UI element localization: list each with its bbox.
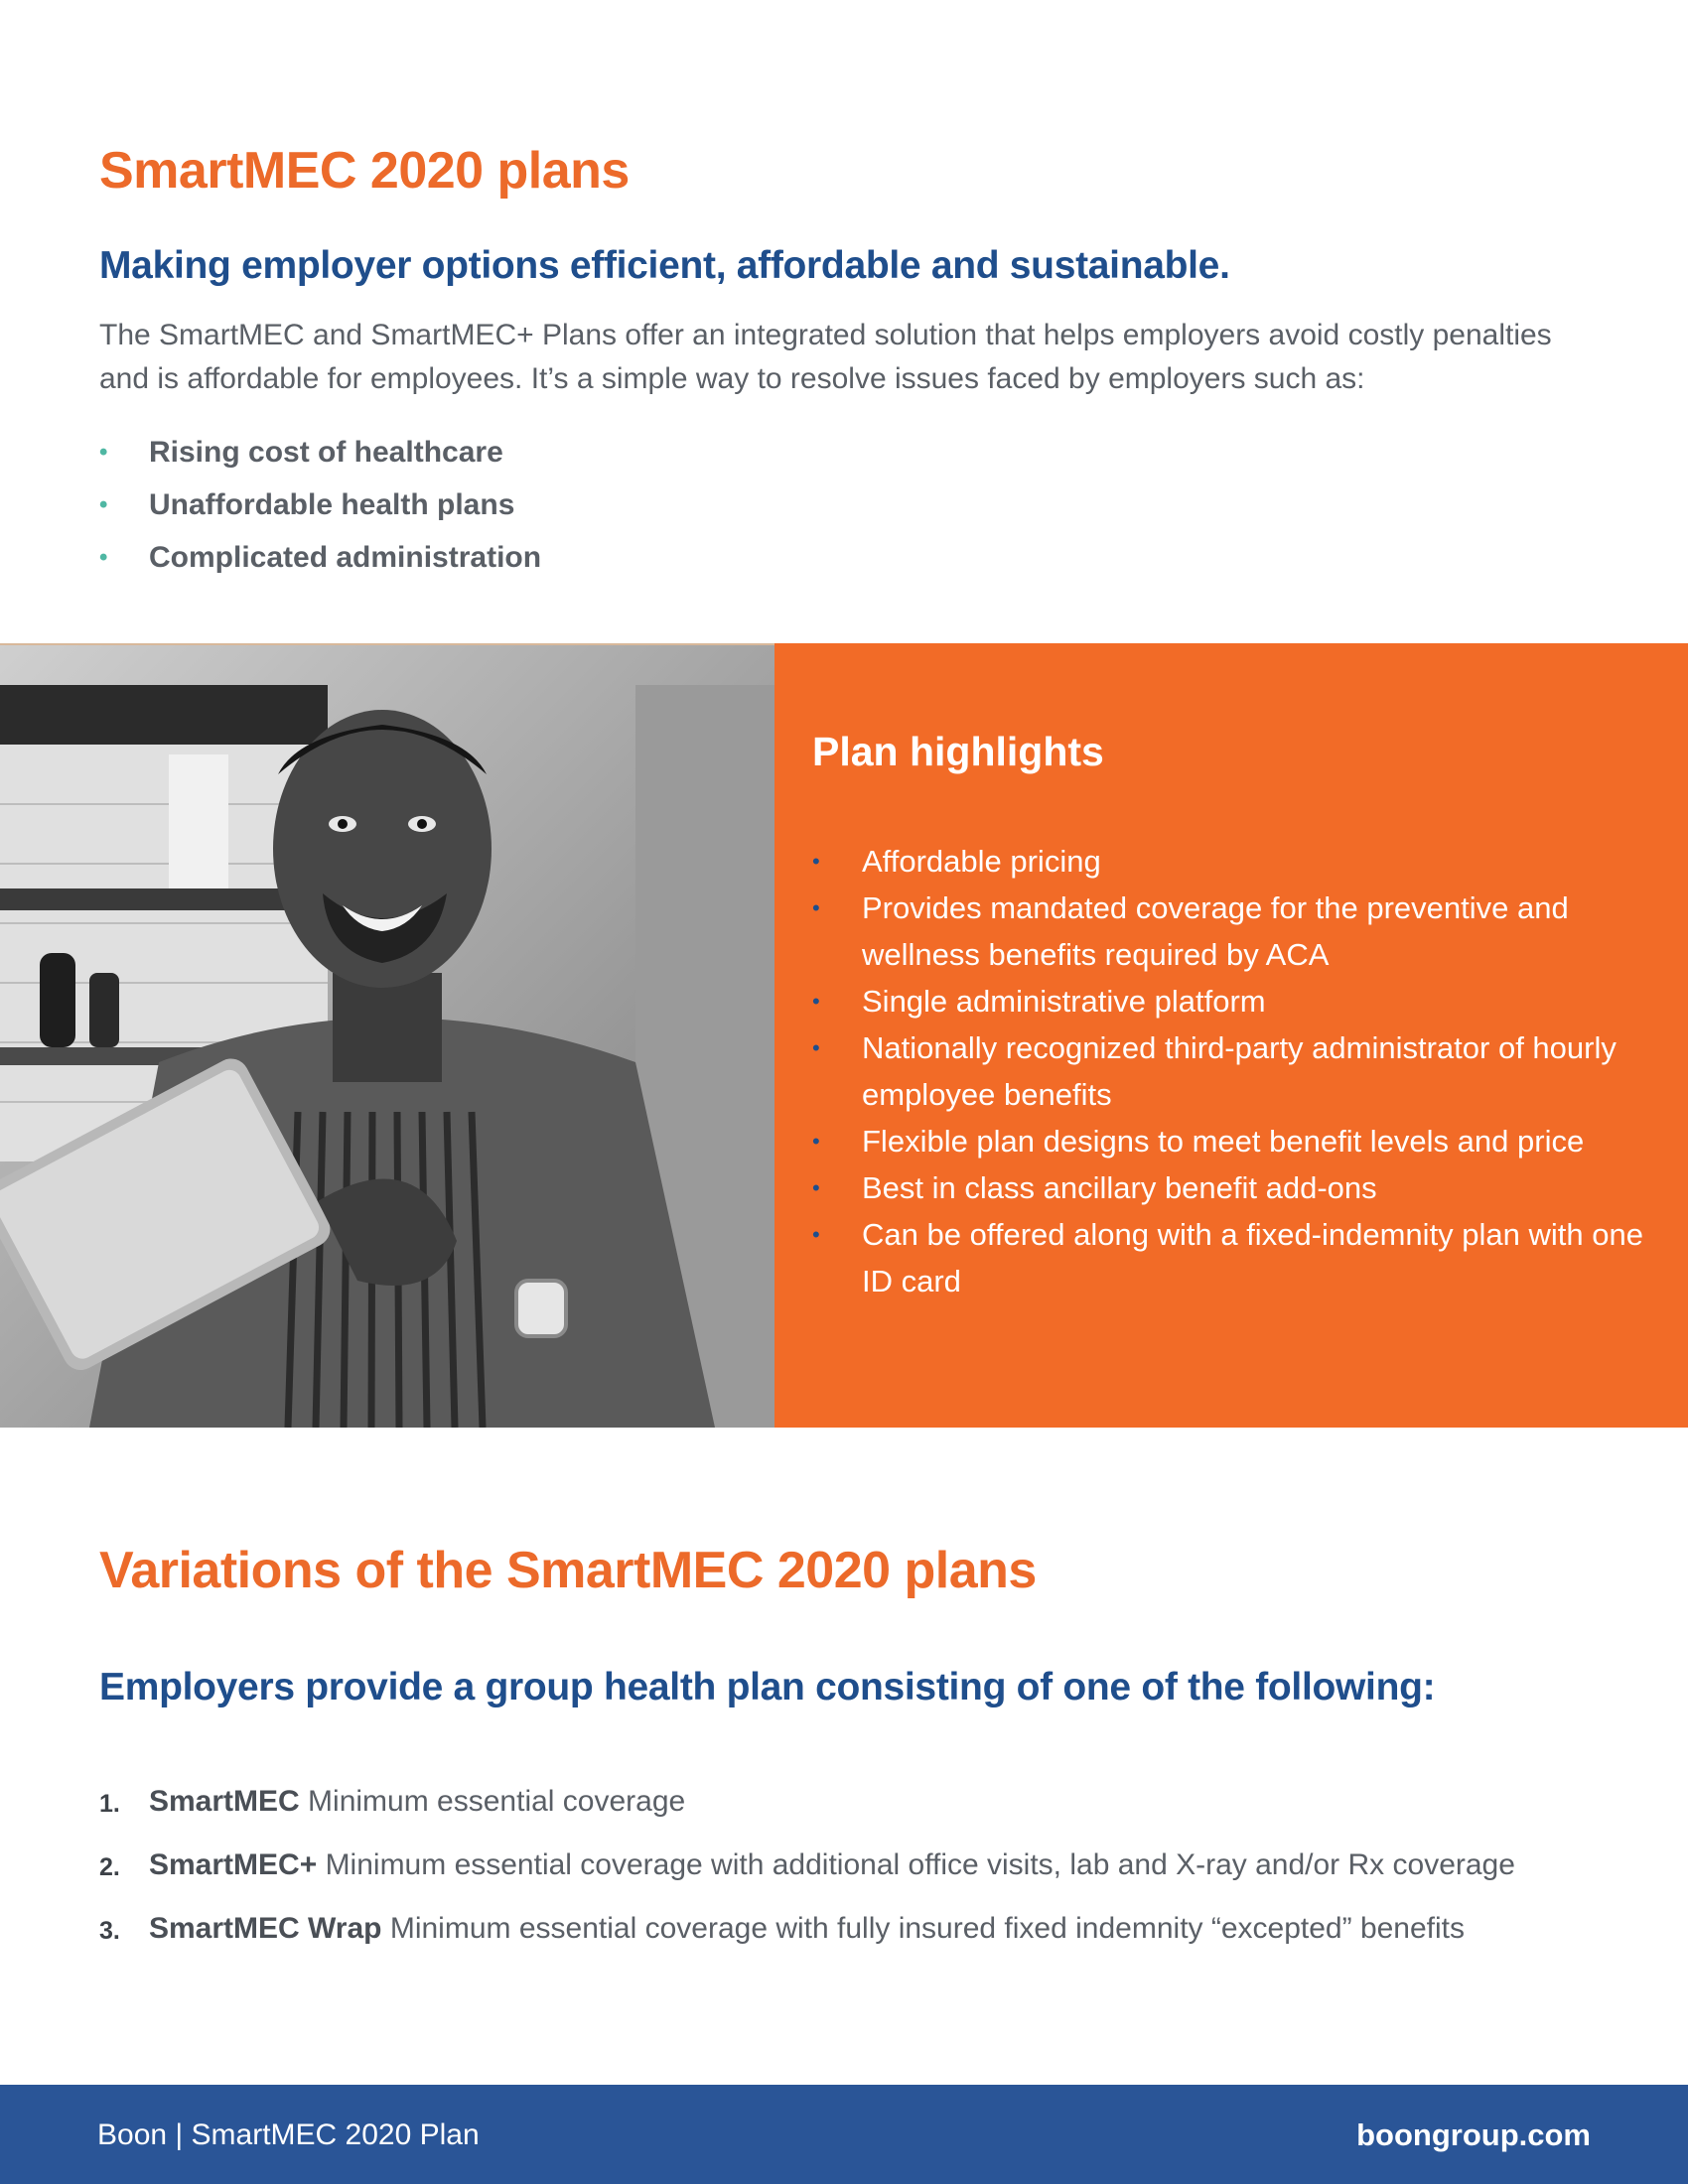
issue-text: Complicated administration bbox=[149, 541, 542, 574]
list-item bbox=[99, 1843, 1648, 1907]
bullet-icon: • bbox=[99, 491, 108, 518]
plan-highlights-panel bbox=[774, 643, 1688, 1428]
footer-website-link[interactable]: boongroup.com bbox=[1356, 2117, 1591, 2152]
plan-description: Minimum essential coverage with additional office visits, lab and X-ray and/or Rx coverage bbox=[325, 1848, 1515, 1881]
list-item bbox=[812, 838, 1666, 885]
list-item bbox=[812, 1211, 1666, 1304]
issues-list bbox=[99, 431, 541, 589]
list-item bbox=[99, 431, 541, 483]
variations-list bbox=[99, 1780, 1648, 1971]
plan-highlights-title: Plan highlights bbox=[812, 729, 1104, 774]
list-item bbox=[812, 978, 1666, 1024]
footer-document-title: Boon | SmartMEC 2020 Plan bbox=[97, 2118, 480, 2151]
hero-photo bbox=[0, 645, 774, 1428]
highlight-text: Affordable pricing bbox=[862, 844, 1101, 879]
variations-title: Variations of the SmartMEC 2020 plans bbox=[99, 1542, 1037, 1599]
highlight-text: Best in class ancillary benefit add-ons bbox=[862, 1170, 1377, 1205]
list-item bbox=[99, 1780, 1648, 1843]
highlight-text: Flexible plan designs to meet benefit levels and price bbox=[862, 1124, 1585, 1159]
issue-text: Rising cost of healthcare bbox=[149, 436, 503, 469]
bullet-icon: • bbox=[812, 1175, 820, 1200]
plan-description: Minimum essential coverage with fully insured fixed indemnity “excepted” benefits bbox=[389, 1912, 1466, 1945]
bullet-icon: • bbox=[812, 1222, 820, 1247]
plan-highlights-list bbox=[812, 838, 1666, 1304]
plan-name: SmartMEC bbox=[149, 1785, 300, 1818]
bullet-icon: • bbox=[812, 1129, 820, 1154]
bullet-icon: • bbox=[812, 1035, 820, 1060]
list-item bbox=[812, 1024, 1666, 1118]
issue-text: Unaffordable health plans bbox=[149, 488, 515, 521]
list-item bbox=[99, 483, 541, 536]
item-number: 2. bbox=[99, 1853, 120, 1881]
intro-paragraph: The SmartMEC and SmartMEC+ Plans offer an integrated solution that helps employers avoid costly penalties and is affordable for employees. It’s a simple way to resolve issues faced by employers such as: bbox=[99, 319, 1552, 395]
variations-subtitle: Employers provide a group health plan consisting of one of the following: bbox=[99, 1666, 1436, 1708]
bullet-icon: • bbox=[99, 544, 108, 571]
bullet-icon: • bbox=[812, 849, 820, 874]
list-item bbox=[812, 1164, 1666, 1211]
list-item bbox=[812, 885, 1666, 978]
bullet-icon: • bbox=[812, 895, 820, 920]
highlight-text: Single administrative platform bbox=[862, 984, 1266, 1019]
page-footer bbox=[0, 2085, 1688, 2184]
highlight-text: Provides mandated coverage for the preventive and wellness benefits required by ACA bbox=[862, 890, 1569, 972]
item-number: 1. bbox=[99, 1790, 120, 1818]
hero-photo-illustration bbox=[0, 645, 774, 1428]
list-item bbox=[99, 1907, 1648, 1971]
plan-description: Minimum essential coverage bbox=[308, 1785, 686, 1818]
page-title: SmartMEC 2020 plans bbox=[99, 142, 630, 200]
plan-name: SmartMEC Wrap bbox=[149, 1912, 382, 1945]
highlight-text: Can be offered along with a fixed-indemnity plan with one ID card bbox=[862, 1217, 1643, 1298]
list-item bbox=[99, 536, 541, 589]
item-number: 3. bbox=[99, 1917, 120, 1945]
page-subtitle: Making employer options efficient, affordable and sustainable. bbox=[99, 244, 1230, 287]
list-item bbox=[812, 1118, 1666, 1164]
highlight-text: Nationally recognized third-party administrator of hourly employee benefits bbox=[862, 1030, 1617, 1112]
plan-name: SmartMEC+ bbox=[149, 1848, 318, 1881]
bullet-icon: • bbox=[99, 439, 108, 466]
bullet-icon: • bbox=[812, 989, 820, 1014]
